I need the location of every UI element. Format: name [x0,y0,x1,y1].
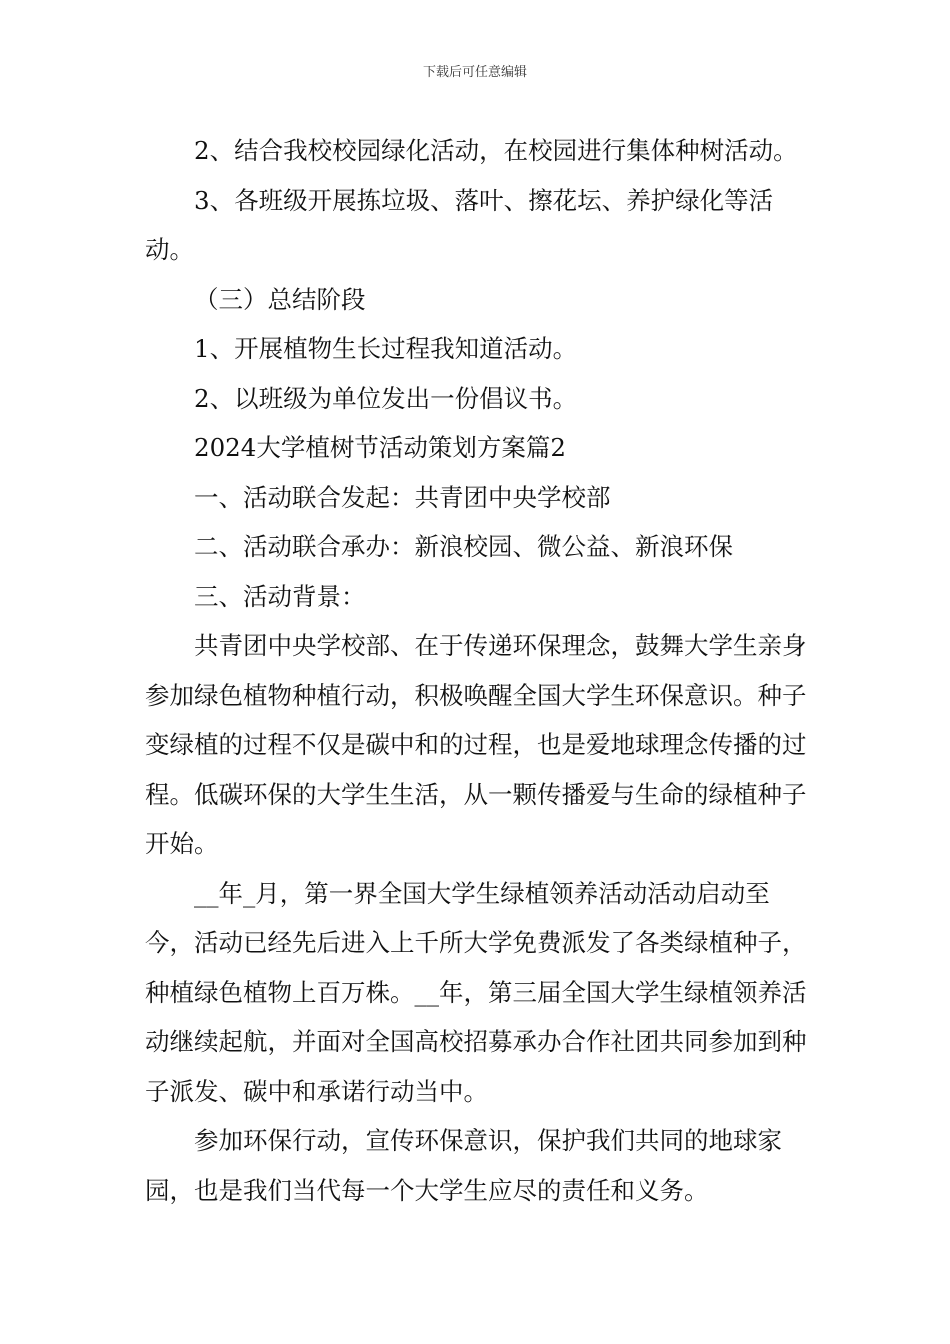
paragraph-organizer: 二、活动联合承办：新浪校园、微公益、新浪环保 [194,532,733,561]
paragraph-item-2-activity: 2、结合我校校园绿化活动，在校园进行集体种树活动。 [194,136,798,165]
paragraph-background-heading: 三、活动背景： [194,581,366,611]
paragraph-item-3-activity: 3、各班级开展拣垃圾、落叶、擦花坛、养护绿化等活动。 [145,185,774,264]
document-body [145,126,813,1215]
section-heading-summary: （三）总结阶段 [194,284,366,314]
paragraph-history: __年_月，第一界全国大学生绿植领养活动活动启动至今，活动已经先后进入上千所大学免费派发了各类绿植种子，种植绿色植物上百万株。__年，第三届全国大学生绿植领养活动继续起航，并面对全国高校招募承办合作社团共同参加到种子派发、碳中和承诺行动当中。 [145,878,807,1106]
paragraph-item-1-summary: 1、开展植物生长过程我知道活动。 [194,334,578,363]
paragraph-background-body: 共青团中央学校部、在于传递环保理念，鼓舞大学生亲身参加绿色植物种植行动，积极唤醒全国大学生环保意识。种子变绿植的过程不仅是碳中和的过程，也是爱地球理念传播的过程。低碳环保的大学生生活，从一颗传播爱与生命的绿植种子开始。 [145,631,807,858]
paragraph-responsibility: 参加环保行动，宣传环保意识，保护我们共同的地球家园，也是我们当代每一个大学生应尽的责任和义务。 [145,1126,782,1205]
article-title: 2024大学植树节活动策划方案篇2 [194,433,566,462]
page-header: 下载后可任意编辑 [422,65,527,80]
paragraph-initiator: 一、活动联合发起：共青团中央学校部 [194,482,611,512]
paragraph-item-2-summary: 2、以班级为单位发出一份倡议书。 [194,383,578,413]
